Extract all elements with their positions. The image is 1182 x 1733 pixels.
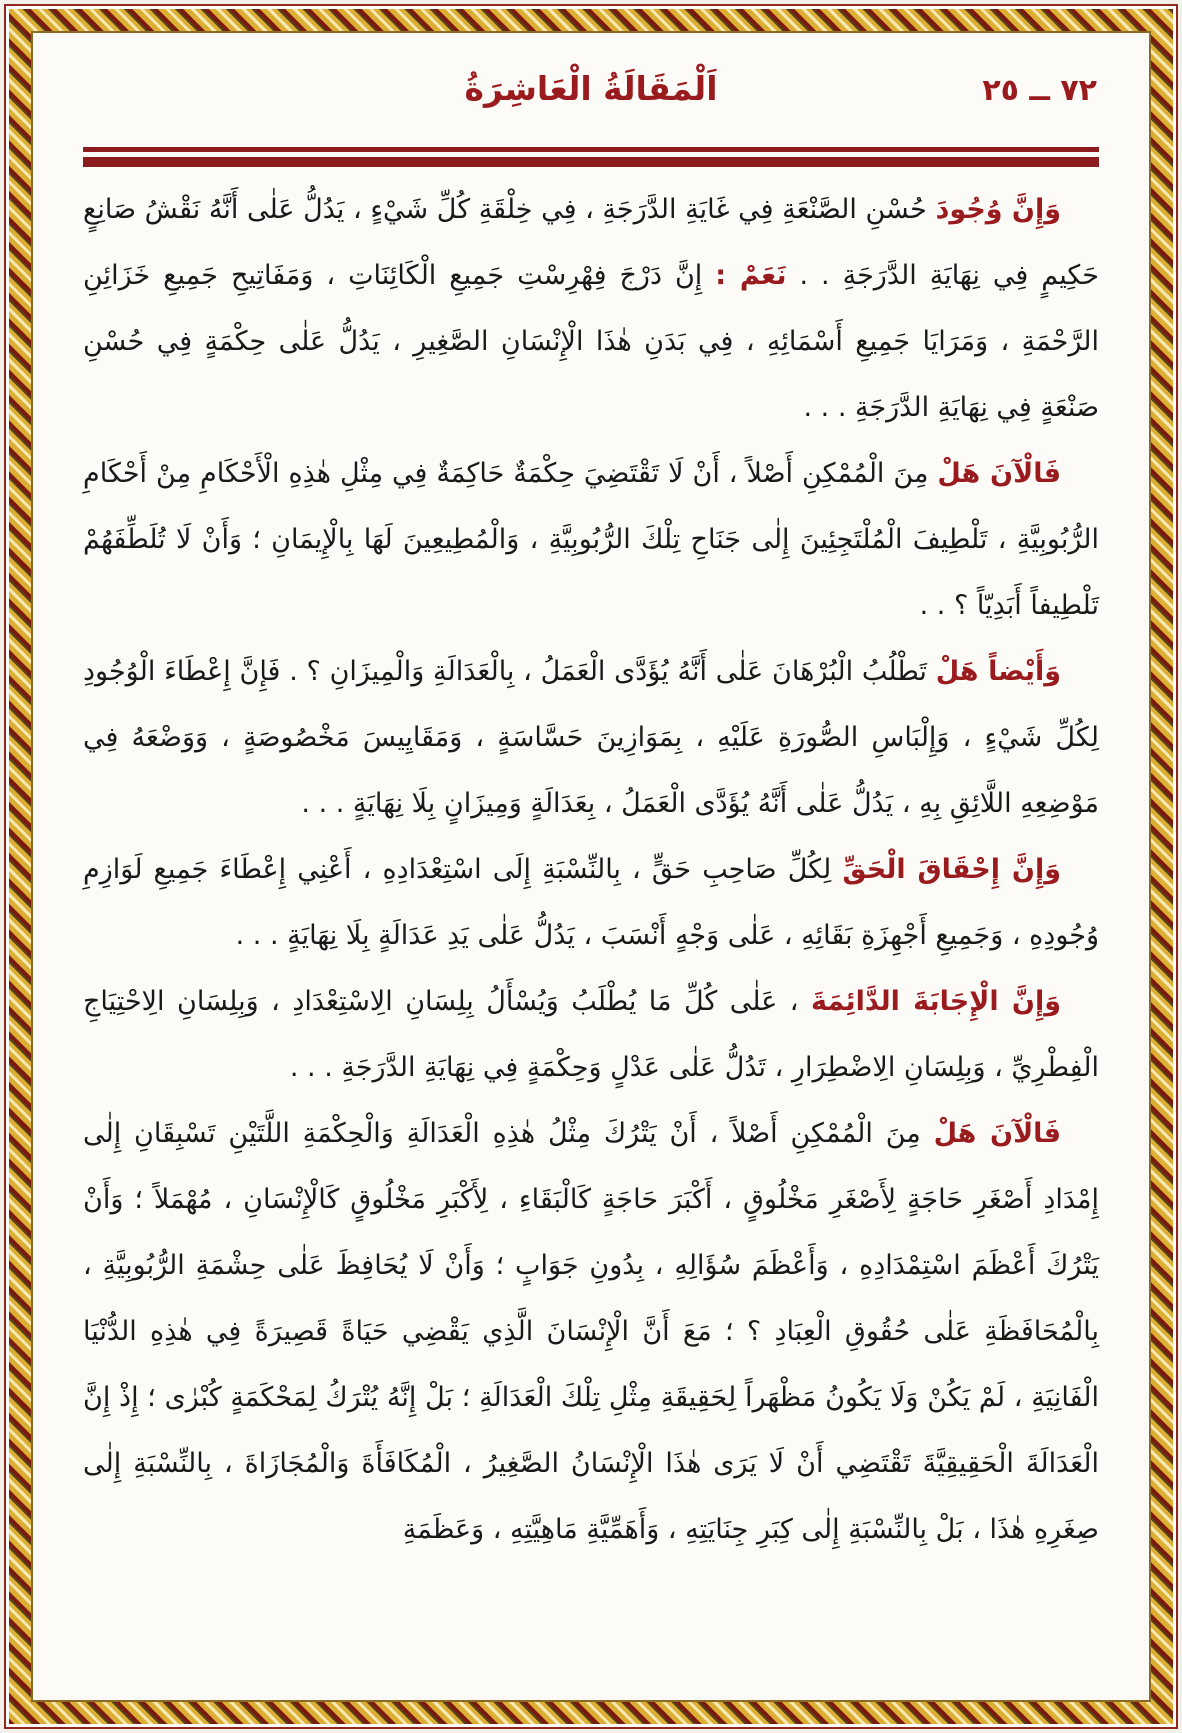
paragraph-2-lead: فَالْآنَ هَلْ [937, 458, 1062, 489]
paragraph-1-text: حُسْنِ الصَّنْعَةِ فِي غَايَةِ الدَّرَجَةِ ، فِي خِلْقَةِ كُلِّ شَيْءٍ ، يَدُلُّ عَلٰى أَنَّهُ نَقْشُ صَانِعٍ حَكِيمٍ فِي نِهَايَةِ الدَّرَجَةِ . . [83, 194, 1099, 291]
page-header [83, 59, 1099, 133]
ornamental-braid-border [9, 9, 1173, 1724]
page-content [33, 33, 1149, 1700]
paragraph-6-lead: فَالْآنَ هَلْ [933, 1118, 1061, 1149]
paragraph-5-text: ، عَلٰى كُلِّ مَا يُطْلَبُ وَيُسْأَلُ بِلِسَانِ الِاسْتِعْدَادِ ، وَبِلِسَانِ الِاحْتِيَاجِ الْفِطْرِيِّ ، وَبِلِسَانِ الِاضْطِرَارِ ، تَدُلُّ عَلٰى عَدْلٍ وَحِكْمَةٍ فِي نِهَايَةِ الدَّرَجَةِ . . . [83, 986, 1099, 1083]
paragraph-1 [83, 177, 1099, 441]
paragraph-1-text-continued: إِنَّ دَرْجَ فِهْرِسْتِ جَمِيعِ الْكَائِنَاتِ ، وَمَفَاتِيحِ جَمِيعِ خَزَائِنِ الرَّحْمَةِ ، وَمَرَايَا جَمِيعِ أَسْمَائِهِ ، فِي بَدَنِ هٰذَا الْإِنْسَانِ الصَّغِيرِ ، يَدُلُّ عَلٰى حِكْمَةٍ فِي حُسْنِ صَنْعَةٍ فِي نِهَايَةِ الدَّرَجَةِ . . . [83, 260, 1099, 423]
paragraph-6-text: مِنَ الْمُمْكِنِ أَصْلاً ، أَنْ يَتْرُكَ مِثْلُ هٰذِهِ الْعَدَالَةِ وَالْحِكْمَةِ اللَّتَيْنِ تَسْبِقَانِ إِلٰى إِمْدَادِ أَصْغَرِ حَاجَةٍ لِأَصْغَرِ مَخْلُوقٍ ، أَكْبَرَ حَاجَةٍ كَالْبَقَاءِ ، لِأَكْبَرِ مَخْلُوقٍ كَالْإِنْسَانِ ، مُهْمَلاً ؛ وَأَنْ يَتْرُكَ أَعْظَمَ اسْتِمْدَادِهِ ، وَأَعْظَمَ سُؤَالِهِ ، بِدُونِ جَوَابٍ ؛ وَأَنْ لَا يُحَافِظَ عَلٰى حِشْمَةِ الرُّبُوبِيَّةِ ، بِالْمُحَافَظَةِ عَلٰى حُقُوقِ الْعِبَادِ ؟ ؛ مَعَ أَنَّ الْإِنْسَانَ الَّذِي يَقْضِي حَيَاةً قَصِيرَةً فِي هٰذِهِ الدُّنْيَا الْفَانِيَةِ ، لَمْ يَكُنْ وَلَا يَكُونُ مَظْهَراً لِحَقِيقَةِ مِثْلِ تِلْكَ الْعَدَالَةِ ؛ بَلْ إِنَّهُ يُتْرَكُ لِمَحْكَمَةٍ كُبْرٰى ؛ إِذْ إِنَّ الْعَدَالَةَ الْحَقِيقِيَّةَ تَقْتَضِي أَنْ لَا يَرَى هٰذَا الْإِنْسَانُ الصَّغِيرُ ، الْمُكَافَأَةَ وَالْمُجَازَاةَ ، بِالنِّسْبَةِ إِلٰى صِغَرِهِ هٰذَا ، بَلْ بِالنِّسْبَةِ إِلٰى كِبَرِ جِنَايَتِهِ ، وَأَهَمِّيَّةِ مَاهِيَّتِهِ ، وَعَظَمَةِ [83, 1118, 1099, 1545]
paragraph-3-lead: وَأَيْضاً هَلْ [935, 656, 1061, 687]
paragraph-4 [83, 837, 1099, 969]
paragraph-5-lead: وَإِنَّ الْإِجَابَةَ الدَّائِمَةَ [810, 986, 1061, 1017]
paragraph-3 [83, 639, 1099, 837]
body-text [83, 177, 1099, 1563]
paragraph-1-lead: وَإِنَّ وُجُودَ [935, 194, 1062, 225]
paragraph-2-text: مِنَ الْمُمْكِنِ أَصْلاً ، أَنْ لَا تَقْتَضِيَ حِكْمَةٌ حَاكِمَةٌ فِي مِثْلِ هٰذِهِ الْأَحْكَامِ مِنْ أَحْكَامِ الرُّبُوبِيَّةِ ، تَلْطِيفَ الْمُلْتَجِئِينَ إِلٰى جَنَاحِ تِلْكَ الرُّبُوبِيَّةِ ، وَالْمُطِيعِينَ لَهَا بِالْإِيمَانِ ؛ وَأَنْ لَا تُلَطِّفَهُمْ تَلْطِيفاً أَبَدِيّاً ؟ . . [83, 458, 1099, 621]
paragraph-3-text: تَطْلُبُ الْبُرْهَانَ عَلٰى أَنَّهُ يُؤَدَّى الْعَمَلُ ، بِالْعَدَالَةِ وَالْمِيزَانِ ؟ . فَإِنَّ إِعْطَاءَ الْوُجُودِ لِكُلِّ شَيْءٍ ، وَإِلْبَاسِ الصُّورَةِ عَلَيْهِ ، بِمَوَازِينَ حَسَّاسَةٍ ، وَمَقَايِيسَ مَخْصُوصَةٍ ، وَوَضْعَهُ فِي مَوْضِعِهِ اللَّائِقِ بِهِ ، يَدُلُّ عَلٰى أَنَّهُ يُؤَدَّى الْعَمَلُ ، بِعَدَالَةٍ وَمِيزَانٍ بِلَا نِهَايَةٍ . . . [83, 656, 1099, 819]
paragraph-5 [83, 969, 1099, 1101]
inner-frame-line [31, 31, 1151, 1702]
header-rule-thin-bar [83, 147, 1099, 152]
paragraph-2 [83, 441, 1099, 639]
page-title: اَلْمَقَالَةُ الْعَاشِرَةُ [464, 69, 718, 108]
header-rule-thick-bar [83, 157, 1099, 167]
paragraph-1-inline-emphasis: نَعَمْ : [715, 260, 787, 291]
outer-frame-line [4, 4, 1178, 1729]
paragraph-4-text: لِكُلِّ صَاحِبِ حَقٍّ ، بِالنِّسْبَةِ إِلَى اسْتِعْدَادِهِ ، أَعْنِي إِعْطَاءَ جَمِيعِ لَوَازِمِ وُجُودِهِ ، وَجَمِيعِ أَجْهِزَةِ بَقَائِهِ ، عَلٰى وَجْهٍ أَنْسَبَ ، يَدُلُّ عَلٰى يَدِ عَدَالَةٍ بِلَا نِهَايَةٍ . . . [83, 854, 1099, 951]
header-rule [83, 147, 1099, 167]
paragraph-4-lead: وَإِنَّ إِحْقَاقَ الْحَقِّ [842, 854, 1061, 885]
paragraph-6 [83, 1101, 1099, 1563]
page-number: ٧٢ ــ ٢٥ [982, 73, 1097, 108]
